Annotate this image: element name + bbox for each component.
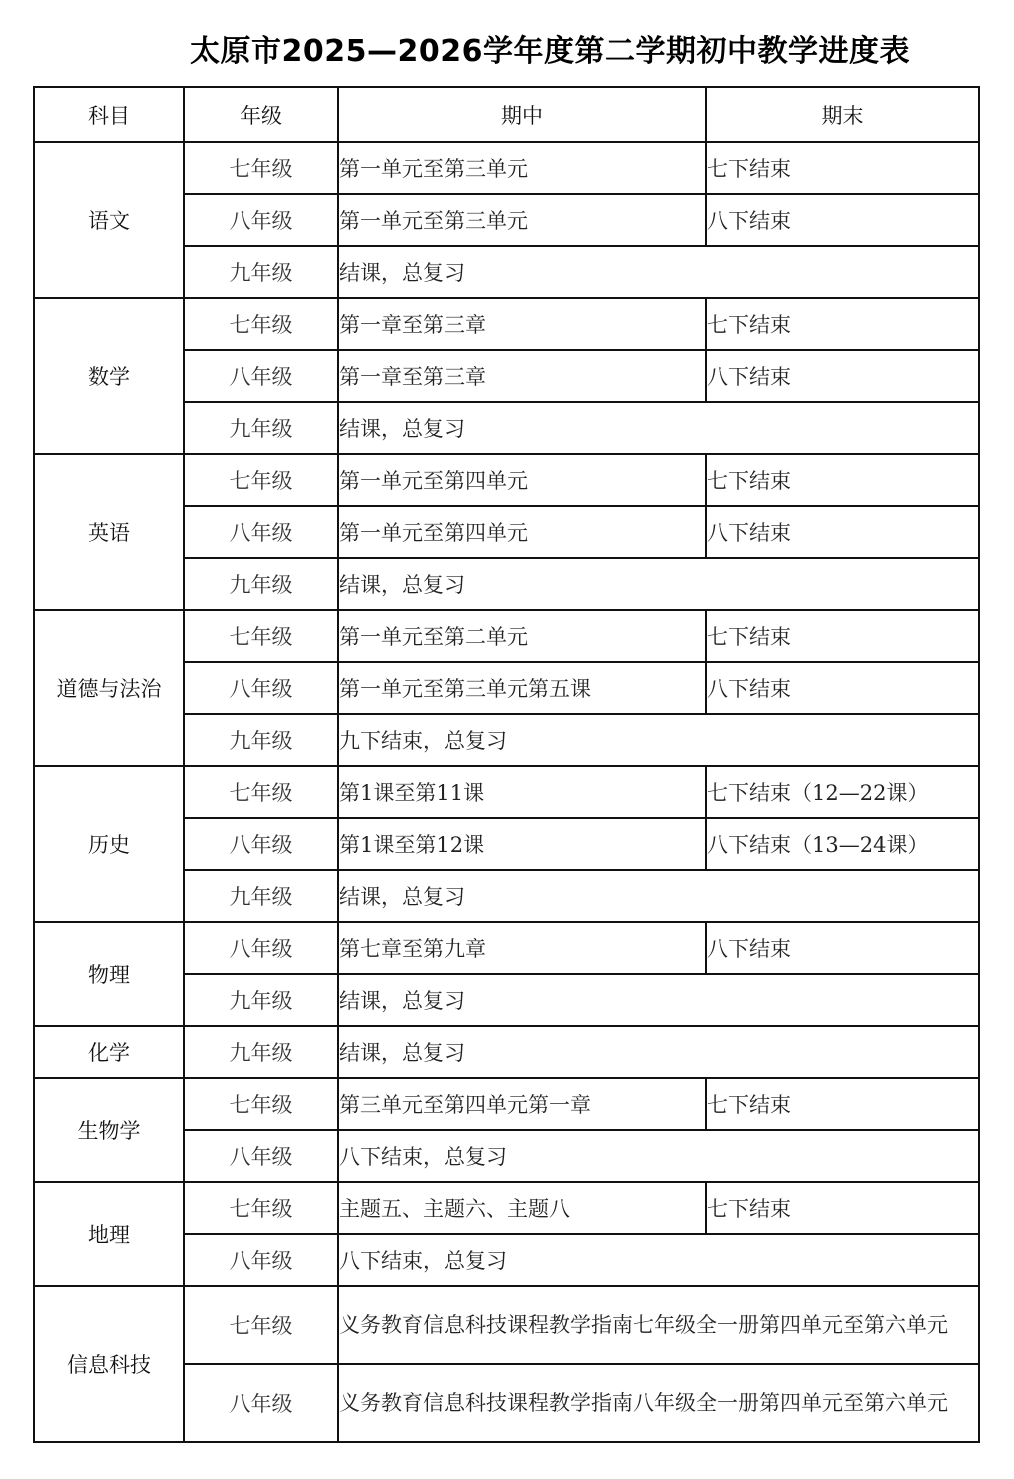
table-row: [34, 610, 979, 662]
midterm-cell: 第三单元至第四单元第一章: [338, 1078, 706, 1130]
grade-cell: 七年级: [184, 142, 338, 194]
merged-progress-cell: 义务教育信息科技课程教学指南七年级全一册第四单元至第六单元: [338, 1286, 979, 1364]
table-row: [34, 922, 979, 974]
final-cell: 七下结束: [706, 1078, 979, 1130]
grade-cell: 九年级: [184, 870, 338, 922]
merged-progress-cell: 结课，总复习: [338, 974, 979, 1026]
merged-progress-cell: 九下结束，总复习: [338, 714, 979, 766]
table-row: [34, 1078, 979, 1130]
grade-cell: 八年级: [184, 506, 338, 558]
midterm-cell: 第一章至第三章: [338, 350, 706, 402]
final-cell: 七下结束（12—22课）: [706, 766, 979, 818]
grade-cell: 八年级: [184, 922, 338, 974]
table-row: [34, 1286, 979, 1364]
table-row: [34, 766, 979, 818]
subject-cell: 信息科技: [34, 1286, 184, 1442]
header-final: 期末: [706, 87, 979, 142]
header-midterm: 期中: [338, 87, 706, 142]
final-cell: 八下结束（13—24课）: [706, 818, 979, 870]
progress-table: [33, 86, 980, 1443]
grade-cell: 九年级: [184, 714, 338, 766]
final-cell: 八下结束: [706, 506, 979, 558]
grade-cell: 七年级: [184, 1286, 338, 1364]
grade-cell: 七年级: [184, 766, 338, 818]
subject-cell: 物理: [34, 922, 184, 1026]
final-cell: 八下结束: [706, 350, 979, 402]
midterm-cell: 第一章至第三章: [338, 298, 706, 350]
subject-cell: 语文: [34, 142, 184, 298]
final-cell: 八下结束: [706, 194, 979, 246]
grade-cell: 七年级: [184, 298, 338, 350]
merged-progress-cell: 结课，总复习: [338, 246, 979, 298]
merged-progress-cell: 结课，总复习: [338, 558, 979, 610]
merged-progress-cell: 结课，总复习: [338, 870, 979, 922]
merged-progress-cell: 结课，总复习: [338, 1026, 979, 1078]
final-cell: 七下结束: [706, 454, 979, 506]
midterm-cell: 第一单元至第二单元: [338, 610, 706, 662]
final-cell: 七下结束: [706, 610, 979, 662]
grade-cell: 七年级: [184, 610, 338, 662]
midterm-cell: 第一单元至第四单元: [338, 454, 706, 506]
grade-cell: 七年级: [184, 1182, 338, 1234]
page-title: 太原市2025—2026学年度第二学期初中教学进度表: [190, 34, 910, 69]
grade-cell: 八年级: [184, 350, 338, 402]
merged-progress-cell: 结课，总复习: [338, 402, 979, 454]
header-subject: 科目: [34, 87, 184, 142]
subject-cell: 生物学: [34, 1078, 184, 1182]
grade-cell: 九年级: [184, 246, 338, 298]
final-cell: 八下结束: [706, 662, 979, 714]
subject-cell: 英语: [34, 454, 184, 610]
subject-cell: 地理: [34, 1182, 184, 1286]
grade-cell: 九年级: [184, 974, 338, 1026]
subject-cell: 历史: [34, 766, 184, 922]
merged-progress-cell: 义务教育信息科技课程教学指南八年级全一册第四单元至第六单元: [338, 1364, 979, 1442]
final-cell: 七下结束: [706, 142, 979, 194]
grade-cell: 九年级: [184, 1026, 338, 1078]
grade-cell: 八年级: [184, 194, 338, 246]
subject-cell: 数学: [34, 298, 184, 454]
grade-cell: 七年级: [184, 454, 338, 506]
midterm-cell: 第一单元至第三单元: [338, 142, 706, 194]
table-row: [34, 142, 979, 194]
midterm-cell: 第七章至第九章: [338, 922, 706, 974]
table-row: [34, 1182, 979, 1234]
grade-cell: 九年级: [184, 558, 338, 610]
final-cell: 八下结束: [706, 922, 979, 974]
header-row: [34, 87, 979, 142]
table-row: [34, 1026, 979, 1078]
table-row: [34, 298, 979, 350]
midterm-cell: 第一单元至第三单元: [338, 194, 706, 246]
header-grade: 年级: [184, 87, 338, 142]
grade-cell: 八年级: [184, 662, 338, 714]
subject-cell: 化学: [34, 1026, 184, 1078]
grade-cell: 九年级: [184, 402, 338, 454]
midterm-cell: 第一单元至第四单元: [338, 506, 706, 558]
midterm-cell: 第1课至第12课: [338, 818, 706, 870]
midterm-cell: 第一单元至第三单元第五课: [338, 662, 706, 714]
midterm-cell: 主题五、主题六、主题八: [338, 1182, 706, 1234]
subject-cell: 道德与法治: [34, 610, 184, 766]
grade-cell: 八年级: [184, 1364, 338, 1442]
midterm-cell: 第1课至第11课: [338, 766, 706, 818]
grade-cell: 七年级: [184, 1078, 338, 1130]
merged-progress-cell: 八下结束，总复习: [338, 1130, 979, 1182]
merged-progress-cell: 八下结束，总复习: [338, 1234, 979, 1286]
final-cell: 七下结束: [706, 1182, 979, 1234]
final-cell: 七下结束: [706, 298, 979, 350]
grade-cell: 八年级: [184, 1234, 338, 1286]
table-row: [34, 454, 979, 506]
grade-cell: 八年级: [184, 1130, 338, 1182]
grade-cell: 八年级: [184, 818, 338, 870]
